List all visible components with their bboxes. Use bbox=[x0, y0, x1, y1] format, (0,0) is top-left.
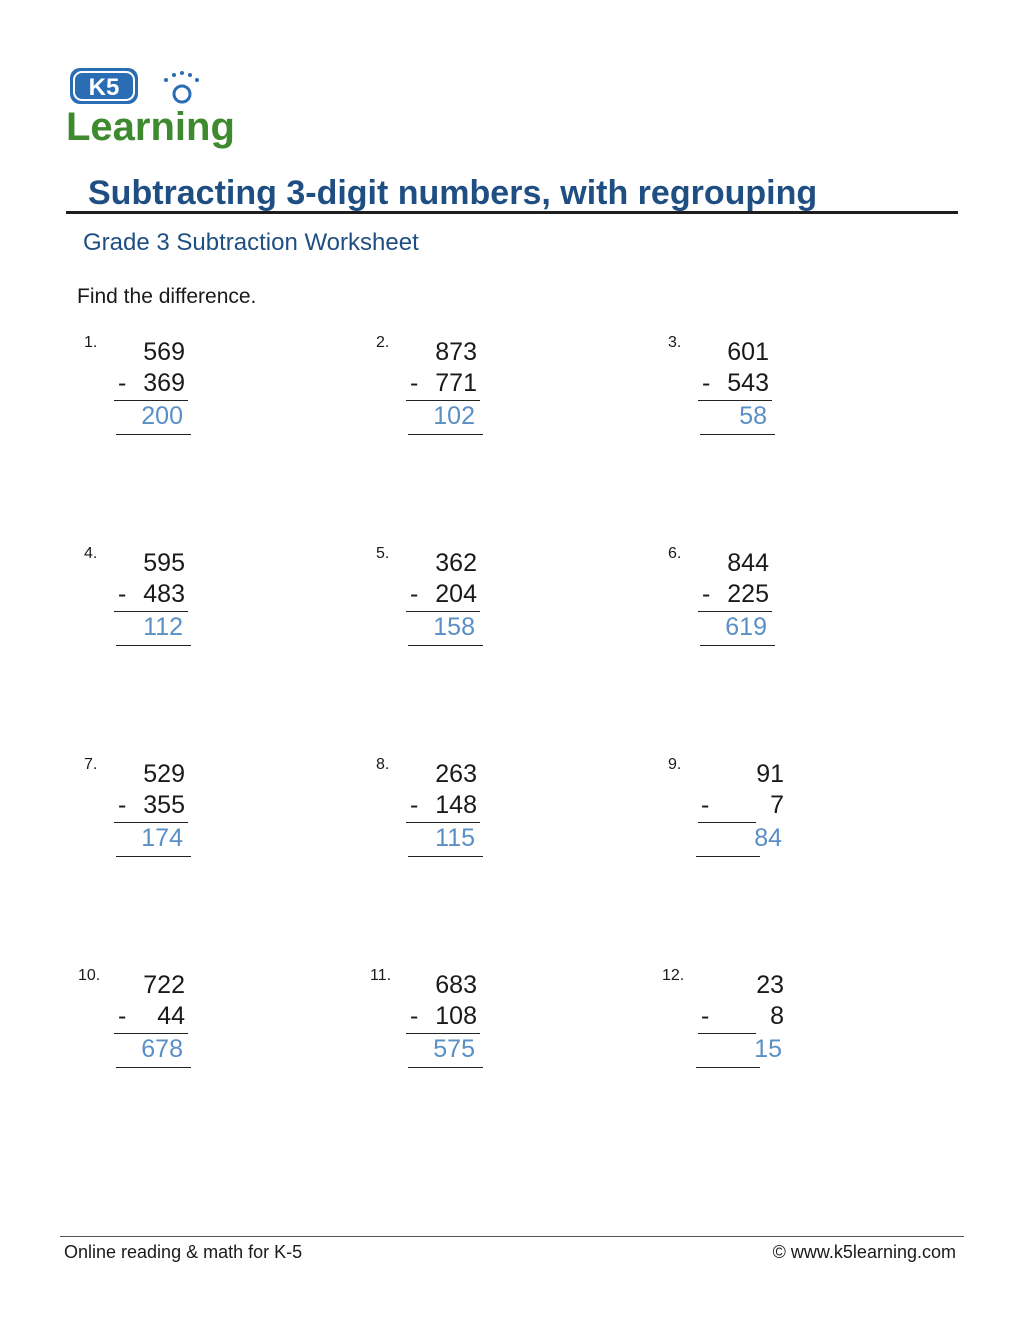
answer: 112 bbox=[143, 613, 183, 641]
title-bar bbox=[66, 172, 958, 214]
minuend: 263 bbox=[435, 760, 477, 788]
problem-number: 8. bbox=[376, 756, 390, 773]
operation-line bbox=[114, 1033, 188, 1034]
minus-sign: - bbox=[118, 580, 127, 608]
problem-7 bbox=[84, 756, 284, 856]
subtrahend: 483 bbox=[143, 580, 185, 608]
answer: 58 bbox=[739, 402, 767, 430]
answer-line bbox=[408, 1067, 483, 1068]
answer-line bbox=[116, 434, 191, 435]
problem-number: 10. bbox=[78, 967, 101, 984]
operation-line bbox=[406, 1033, 480, 1034]
minuend: 722 bbox=[143, 971, 185, 999]
problem-5 bbox=[376, 545, 576, 645]
answer: 102 bbox=[433, 402, 475, 430]
subtrahend: 543 bbox=[727, 369, 769, 397]
problem-number: 6. bbox=[668, 545, 682, 562]
answer: 678 bbox=[141, 1035, 183, 1063]
answer-line bbox=[116, 856, 191, 857]
minuend: 91 bbox=[756, 760, 784, 788]
problem-number: 1. bbox=[84, 334, 98, 351]
answer: 84 bbox=[754, 824, 782, 852]
problem-number: 4. bbox=[84, 545, 98, 562]
problem-2 bbox=[376, 334, 576, 434]
problem-number: 5. bbox=[376, 545, 390, 562]
logo-badge-text: K5 bbox=[88, 74, 120, 101]
problem-number: 12. bbox=[662, 967, 685, 984]
minus-sign: - bbox=[118, 369, 127, 397]
subtrahend: 44 bbox=[157, 1002, 185, 1030]
problem-4 bbox=[84, 545, 284, 645]
minus-sign: - bbox=[410, 369, 419, 397]
problem-8 bbox=[376, 756, 576, 856]
answer: 200 bbox=[141, 402, 183, 430]
subtrahend: 148 bbox=[435, 791, 477, 819]
minuend: 683 bbox=[435, 971, 477, 999]
answer-line bbox=[696, 1067, 760, 1068]
minuend: 844 bbox=[727, 549, 769, 577]
instruction-text: Find the difference. bbox=[77, 285, 257, 308]
answer: 158 bbox=[433, 613, 475, 641]
subtrahend: 225 bbox=[727, 580, 769, 608]
operation-line bbox=[406, 611, 480, 612]
minus-sign: - bbox=[701, 791, 710, 819]
operation-line bbox=[114, 400, 188, 401]
operation-line bbox=[406, 822, 480, 823]
answer-line bbox=[700, 645, 775, 646]
operation-line bbox=[698, 1033, 756, 1034]
subtrahend: 108 bbox=[435, 1002, 477, 1030]
operation-line bbox=[698, 400, 772, 401]
problem-1 bbox=[84, 334, 284, 434]
footer-divider bbox=[60, 1236, 964, 1237]
minus-sign: - bbox=[410, 1002, 419, 1030]
minuend: 601 bbox=[727, 338, 769, 366]
subtrahend: 771 bbox=[435, 369, 477, 397]
minus-sign: - bbox=[702, 580, 711, 608]
minuend: 23 bbox=[756, 971, 784, 999]
answer-line bbox=[116, 645, 191, 646]
subtrahend: 8 bbox=[770, 1002, 784, 1030]
footer-tagline: Online reading & math for K-5 bbox=[64, 1242, 303, 1262]
answer-line bbox=[408, 856, 483, 857]
minuend: 362 bbox=[435, 549, 477, 577]
minuend: 569 bbox=[143, 338, 185, 366]
problem-6 bbox=[668, 545, 868, 645]
problem-9 bbox=[668, 756, 868, 856]
minus-sign: - bbox=[702, 369, 711, 397]
answer-line bbox=[408, 434, 483, 435]
minuend: 529 bbox=[143, 760, 185, 788]
problem-number: 2. bbox=[376, 334, 390, 351]
minus-sign: - bbox=[118, 791, 127, 819]
operation-line bbox=[406, 400, 480, 401]
problem-10 bbox=[78, 967, 284, 1067]
problem-number: 9. bbox=[668, 756, 682, 773]
problem-number: 3. bbox=[668, 334, 682, 351]
subtrahend: 355 bbox=[143, 791, 185, 819]
footer-website: © www.k5learning.com bbox=[772, 1242, 956, 1262]
problem-3 bbox=[668, 334, 868, 434]
subtrahend: 7 bbox=[770, 791, 784, 819]
subtrahend: 369 bbox=[143, 369, 185, 397]
answer: 15 bbox=[754, 1035, 782, 1063]
answer-line bbox=[408, 645, 483, 646]
answer-line bbox=[116, 1067, 191, 1068]
answer: 174 bbox=[141, 824, 183, 852]
answer-line bbox=[696, 856, 760, 857]
answer: 575 bbox=[433, 1035, 475, 1063]
k5-learning-logo bbox=[64, 64, 254, 150]
subtrahend: 204 bbox=[435, 580, 477, 608]
page-title: Subtracting 3-digit numbers, with regrouping bbox=[88, 174, 818, 212]
problem-12 bbox=[662, 967, 868, 1067]
operation-line bbox=[114, 822, 188, 823]
problem-11 bbox=[370, 967, 576, 1067]
minuend: 873 bbox=[435, 338, 477, 366]
problem-number: 11. bbox=[370, 967, 392, 984]
operation-line bbox=[114, 611, 188, 612]
answer: 115 bbox=[435, 824, 475, 852]
minuend: 595 bbox=[143, 549, 185, 577]
minus-sign: - bbox=[118, 1002, 127, 1030]
answer-line bbox=[700, 434, 775, 435]
operation-line bbox=[698, 611, 772, 612]
logo-graphic bbox=[64, 64, 254, 150]
answer: 619 bbox=[725, 613, 767, 641]
operation-line bbox=[698, 822, 756, 823]
minus-sign: - bbox=[410, 580, 419, 608]
problem-number: 7. bbox=[84, 756, 98, 773]
logo-wordmark: Learning bbox=[66, 105, 235, 149]
minus-sign: - bbox=[701, 1002, 710, 1030]
page-subtitle: Grade 3 Subtraction Worksheet bbox=[83, 229, 419, 256]
minus-sign: - bbox=[410, 791, 419, 819]
